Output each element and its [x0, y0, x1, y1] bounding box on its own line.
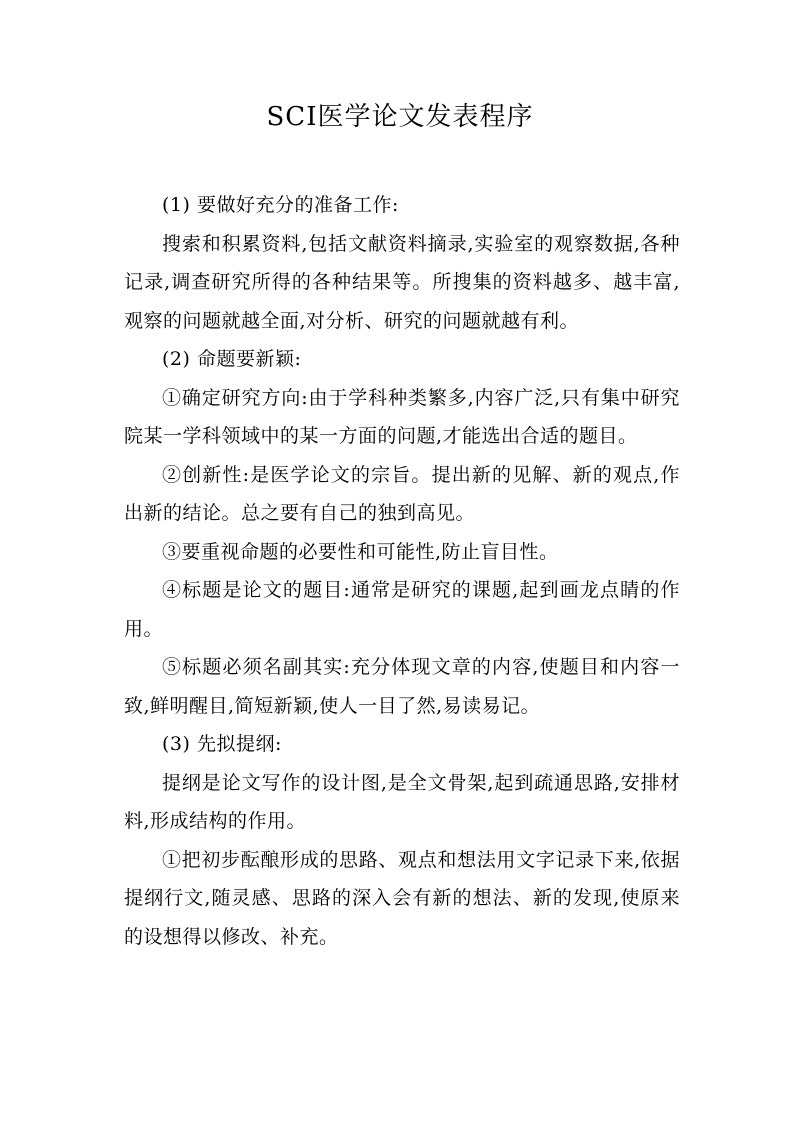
- paragraph-outline-purpose: 提纲是论文写作的设计图,是全文骨架,起到疏通思路,安排材料,形成结构的作用。: [124, 771, 680, 832]
- paragraph-data-collection: 搜索和积累资料,包括文献资料摘录,实验室的观察数据,各种记录,调查研究所得的各种结果等。所搜集的资料越多、越丰富,观察的问题就越全面,对分析、研究的问题就越有利。: [124, 232, 680, 332]
- paragraph-outline-recording: ①把初步酝酿形成的思路、观点和想法用文字记录下来,依据提纲行文,随灵感、思路的深入会有新的想法、新的发现,使原来的设想得以修改、补充。: [124, 848, 680, 948]
- paragraph-section-2-heading: (2) 命题要新颖:: [162, 348, 302, 370]
- paragraph-section-3-heading: (3) 先拟提纲:: [162, 733, 282, 755]
- paragraph-necessity: ③要重视命题的必要性和可能性,防止盲目性。: [162, 540, 559, 563]
- paragraph-section-1-heading: (1) 要做好充分的准备工作:: [162, 194, 399, 216]
- document-title: SCI医学论文发表程序: [266, 102, 534, 132]
- document-body: [124, 186, 680, 956]
- paragraph-title-topic: ④标题是论文的题目:通常是研究的课题,起到画龙点睛的作用。: [124, 579, 680, 640]
- paragraph-research-direction: ①确定研究方向:由于学科种类繁多,内容广泛,只有集中研究院某一学科领域中的某一方面的问题,才能选出合适的题目。: [124, 386, 680, 447]
- paragraph-innovation: ②创新性:是医学论文的宗旨。提出新的见解、新的观点,作出新的结论。总之要有自己的独到高见。: [124, 463, 680, 524]
- paragraph-title-match: ⑤标题必须名副其实:充分体现文章的内容,使题目和内容一致,鲜明醒目,简短新颖,使人一目了然,易读易记。: [124, 656, 680, 717]
